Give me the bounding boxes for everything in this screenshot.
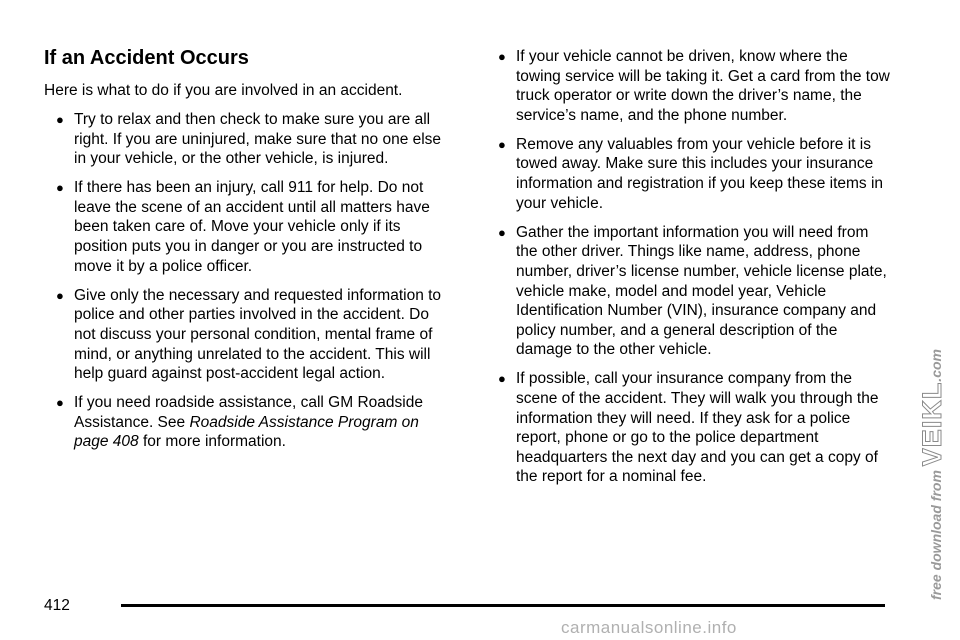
bullet-icon: ● — [56, 180, 64, 196]
cross-reference-link[interactable]: Roadside Assistance Program on page 408 — [74, 413, 419, 451]
side-watermark — [915, 40, 949, 600]
list-item-text: Gather the important information you will need from the other driver. Things like name, address, phone number, driver’s license number, vehicle license plate, vehicle make, model and model year, Vehicle Identification Number (VIN), insurance company and policy number, and a general description of the damage to the other vehicle. — [516, 223, 887, 359]
list-item — [492, 223, 892, 360]
bullet-icon: ● — [56, 395, 64, 411]
list-item — [44, 393, 444, 452]
list-item-text: Remove any valuables from your vehicle before it is towed away. Make sure this includes your insurance information and registration if you keep these items in your vehicle. — [516, 135, 884, 212]
list-item — [492, 135, 892, 213]
watermark-suffix: .com — [928, 349, 944, 382]
bullet-icon: ● — [498, 224, 506, 240]
list-item — [44, 110, 444, 169]
bullet-icon: ● — [498, 136, 506, 152]
list-item-text-before: If you need roadside assistance, call GM Roadside Assistance. See — [74, 394, 423, 431]
bottom-url-watermark: carmanualsonline.info — [561, 618, 737, 637]
page-title: If an Accident Occurs — [44, 47, 249, 69]
watermark-prefix: free download from — [928, 466, 944, 600]
list-item — [492, 47, 892, 125]
list-item — [44, 178, 444, 276]
intro-paragraph: Here is what to do if you are involved in an accident. — [44, 82, 403, 99]
list-item-text: Try to relax and then check to make sure you are all right. If you are uninjured, make sure that no one else in your vehicle, or the other vehicle, is injured. — [74, 111, 442, 168]
list-item — [44, 286, 444, 384]
footer-divider — [121, 604, 885, 607]
left-column — [44, 46, 444, 462]
list-item-text: Give only the necessary and requested information to police and other parties involved in the accident. Do not discuss your personal condition, mental frame of mind, or anything unrelated to the accident. This will help guard against post-accident legal action. — [74, 286, 442, 383]
right-column — [492, 47, 892, 496]
watermark-brand: VEIKL — [917, 381, 947, 467]
list-item-text: If there has been an injury, call 911 for help. Do not leave the scene of an accident until all matters have been taken care of. Move your vehicle only if its position puts you in danger or you are instructed to move it by a police officer. — [74, 179, 430, 275]
list-item-text-after: for more information. — [138, 433, 286, 451]
bullet-icon: ● — [56, 287, 64, 303]
bullet-icon: ● — [498, 371, 506, 387]
right-bullet-list — [492, 47, 892, 487]
list-item-text: If possible, call your insurance company from the scene of the accident. They will walk you through the information they will need. If they ask for a police report, phone or go to the police department headquarters the next day and you can get a copy of the report for a nominal fee. — [516, 370, 879, 486]
bullet-icon: ● — [56, 112, 64, 127]
bullet-icon: ● — [498, 49, 506, 64]
page-number: 412 — [44, 597, 70, 614]
list-item — [492, 369, 892, 487]
left-bullet-list — [44, 110, 444, 452]
list-item-text: If your vehicle cannot be driven, know where the towing service will be taking it. Get a card from the tow truck operator or write down the driver’s name, the service’s name, and the phone number. — [516, 48, 890, 124]
